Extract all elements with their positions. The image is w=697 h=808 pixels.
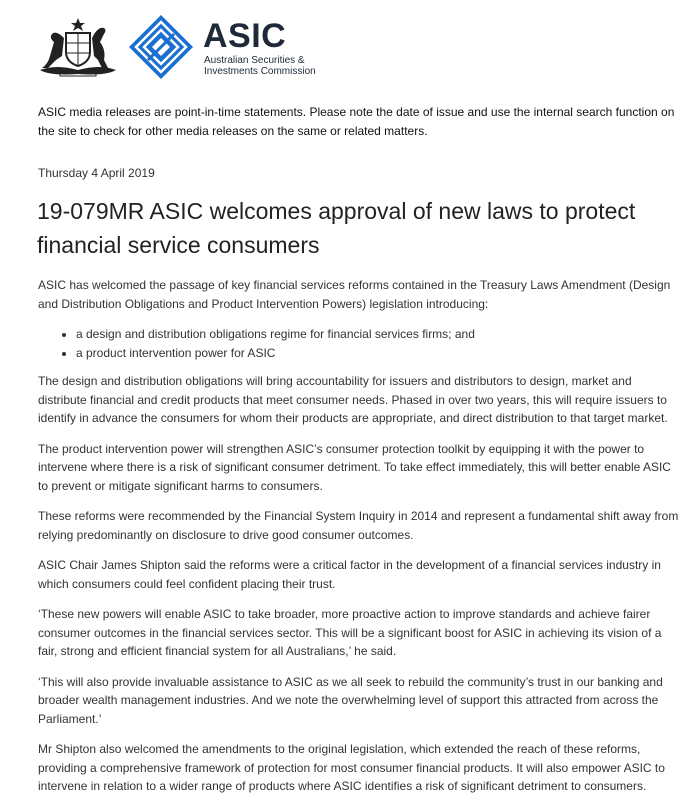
brand-subtitle bbox=[204, 55, 316, 77]
brand-subtitle-line-2: Investments Commission bbox=[204, 66, 316, 77]
brand-subtitle-line-1: Australian Securities & bbox=[204, 55, 305, 66]
page-title: 19-079MR ASIC welcomes approval of new laws to protect financial service consumers bbox=[37, 198, 636, 258]
article-body bbox=[38, 276, 680, 808]
bullet-list bbox=[38, 325, 680, 362]
paragraph: The design and distribution obligations will bring accountability for issuers and distributors to design, market and distribute financial and credit products that meet consumer needs. Phased in over two years, this will require issuers to identify in advance the consumers for whom their products are appropriate, and direct distribution to that target market. bbox=[38, 374, 668, 425]
brand-name: ASIC bbox=[203, 17, 287, 55]
header bbox=[36, 14, 336, 80]
paragraph: Mr Shipton also welcomed the amendments to the original legislation, which extended the reach of these reforms, providing a comprehensive framework of protection for most consumer financial products. It will also empower ASIC to intervene in relation to a wider range of products where ASIC identifies a risk of significant detriment to consumers. bbox=[38, 742, 665, 793]
paragraph: ‘These new powers will enable ASIC to take broader, more proactive action to improve standards and achieve fairer consumer outcomes in the financial services sector. This will be a significant boost for ASIC in achieving its vision of a fair, strong and efficient financial system for all Australians,’ he said. bbox=[38, 607, 662, 658]
intro-paragraph: ASIC has welcomed the passage of key financial services reforms contained in the Treasury Laws Amendment (Design and Distribution Obligations and Product Intervention Powers) legislation introducing: bbox=[38, 278, 671, 311]
disclaimer: ASIC media releases are point-in-time statements. Please note the date of issue and use the internal search function on the site to check for other media releases on the same or related matters. bbox=[38, 105, 675, 138]
paragraph: The product intervention power will strengthen ASIC’s consumer protection toolkit by equipping it with the power to intervene where there is a risk of significant consumer detriment. To take effect immediately, this will better enable ASIC to prevent or mitigate significant harms to consumers. bbox=[38, 441, 671, 493]
paragraph: These reforms were recommended by the Financial System Inquiry in 2014 and represent a fundamental shift away from relying predominantly on disclosure to drive good consumer outcomes. bbox=[38, 509, 679, 542]
coat-of-arms-icon bbox=[36, 16, 120, 78]
list-item: • a product intervention power for ASIC bbox=[76, 344, 680, 363]
release-date: Thursday 4 April 2019 bbox=[38, 166, 155, 180]
asic-diamond-logo-icon bbox=[128, 14, 194, 80]
paragraph: ‘This will also provide invaluable assistance to ASIC as we all seek to rebuild the community’s trust in our banking and broader wealth management industries. And we note the overwhelming level of support this attracted from across the Parliament.’ bbox=[38, 674, 663, 726]
paragraph: ASIC Chair James Shipton said the reforms were a critical factor in the development of a financial services industry in which consumers could feel confident placing their trust. bbox=[38, 558, 661, 591]
list-item: • a design and distribution obligations regime for financial services firms; and bbox=[76, 325, 680, 344]
